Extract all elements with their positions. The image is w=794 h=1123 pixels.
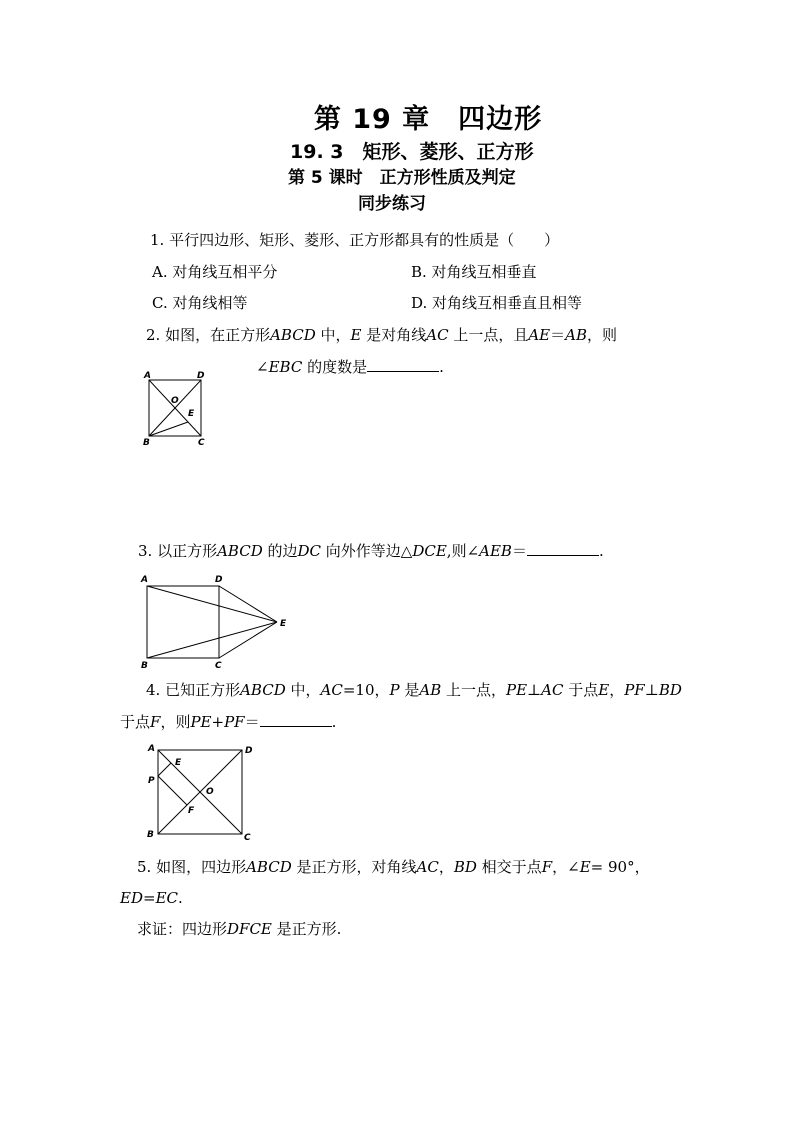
segment-pf: [158, 776, 187, 805]
exercise-title: 同步练习: [358, 194, 426, 214]
answer-blank[interactable]: [367, 357, 439, 372]
segment-ce: [219, 622, 277, 658]
q3-figure: [138, 572, 298, 672]
q1-option-c: C. 对角线相等: [152, 294, 248, 312]
q1-stem: 1. 平行四边形、矩形、菱形、正方形都具有的性质是（ ）: [150, 231, 560, 249]
q1-option-b: B. 对角线互相垂直: [411, 263, 537, 281]
q2-stem-line2: ∠EBC 的度数是 .: [256, 358, 444, 376]
label-d: D: [245, 746, 253, 756]
section-title: 19. 3 矩形、菱形、正方形: [290, 141, 534, 163]
label-a: A: [148, 744, 155, 754]
label-o: O: [171, 396, 179, 406]
chapter-title: 第 19 章 四边形: [313, 104, 543, 135]
answer-blank[interactable]: [260, 712, 332, 727]
segment-pe: [158, 763, 171, 776]
q4-figure: [140, 740, 260, 844]
label-c: C: [215, 661, 222, 671]
lesson-title: 第 5 课时 正方形性质及判定: [288, 168, 516, 188]
q2-stem-line1: 2. 如图，在正方形ABCD 中，E 是对角线AC 上一点，且AE＝AB，则: [146, 326, 618, 344]
segment-ae: [147, 586, 277, 622]
q1-option-a: A. 对角线互相平分: [152, 263, 278, 281]
q3-stem: 3. 以正方形ABCD 的边DC 向外作等边△DCE,则∠AEB＝ .: [138, 542, 604, 560]
label-e: E: [188, 409, 195, 419]
label-c: C: [198, 438, 205, 448]
q5-stem-line1: 5. 如图，四边形ABCD 是正方形，对角线AC，BD 相交于点F，∠E= 90°，: [137, 858, 650, 876]
q4-stem-line1: 4. 已知正方形ABCD 中，AC=10，P 是AB 上一点，PE⊥AC 于点E，PF⊥BD: [146, 681, 682, 699]
q5-stem-line2: ED=EC.: [120, 889, 183, 907]
segment-be: [147, 622, 277, 658]
label-b: B: [147, 830, 154, 840]
label-d: D: [197, 371, 205, 381]
label-c: C: [244, 833, 251, 843]
label-e: E: [175, 758, 182, 768]
q1-option-d: D. 对角线互相垂直且相等: [411, 294, 583, 312]
label-o: O: [206, 787, 214, 797]
label-p: P: [148, 776, 155, 786]
segment-de: [219, 586, 277, 622]
square-abcd: [147, 586, 219, 658]
q4-stem-line2: 于点F，则PE+PF＝ .: [120, 713, 337, 731]
label-f: F: [188, 806, 195, 816]
label-d: D: [215, 575, 223, 585]
label-e: E: [280, 619, 287, 629]
label-a: A: [144, 371, 151, 381]
q5-prove-line: 求证：四边形DFCE 是正方形.: [137, 920, 342, 938]
label-b: B: [143, 438, 150, 448]
label-a: A: [141, 575, 148, 585]
label-b: B: [141, 661, 148, 671]
answer-blank[interactable]: [527, 541, 599, 556]
q2-figure: [140, 368, 220, 450]
